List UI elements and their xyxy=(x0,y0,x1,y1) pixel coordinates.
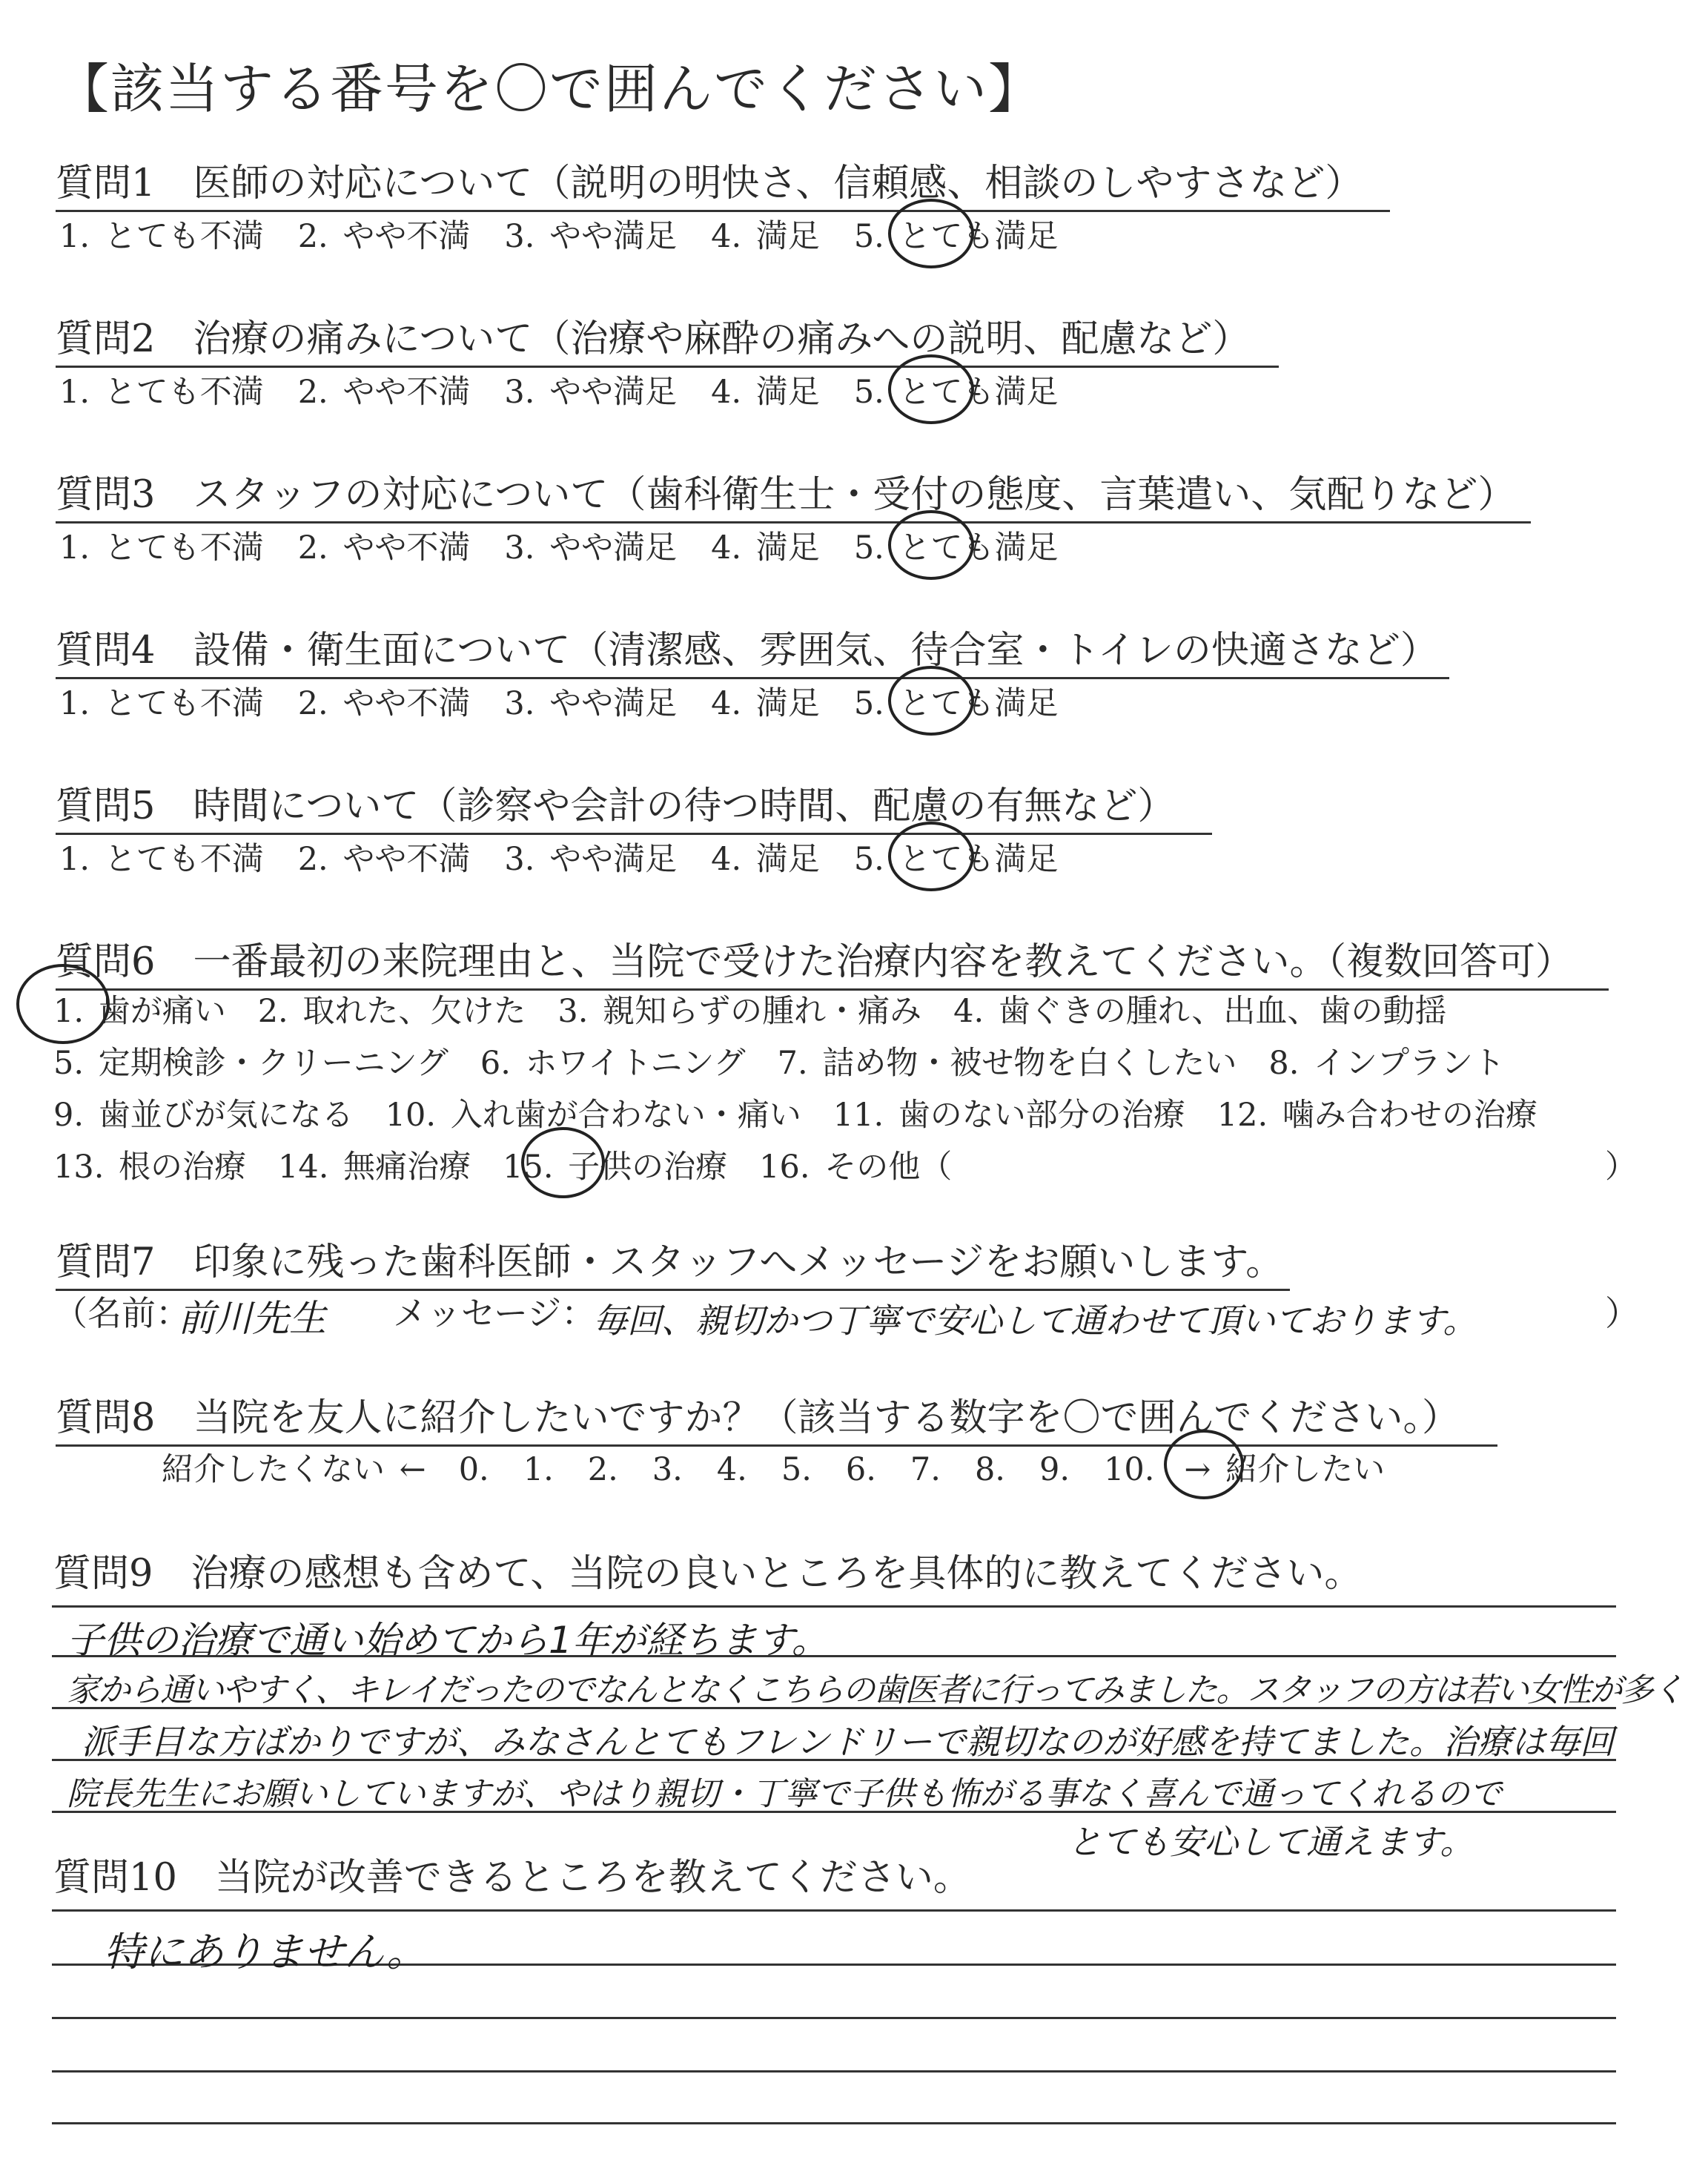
answer-line xyxy=(52,2070,1616,2073)
selection-circle xyxy=(888,510,974,580)
option-1[interactable]: 1. とても不満 xyxy=(59,685,264,722)
name-value[interactable]: 前川先生 xyxy=(178,1297,326,1340)
selection-circle xyxy=(888,199,974,268)
option-3[interactable]: 3. やや満足 xyxy=(504,218,678,255)
answer-line xyxy=(52,2017,1616,2019)
question-7-heading: 質問7 印象に残った歯科医師・スタッフへメッセージをお願いします。 xyxy=(56,1231,1290,1291)
option-5[interactable]: 5. とても満足 xyxy=(853,841,1059,878)
q9-answer-line-4[interactable]: 院長先生にお願いしていますが、やはり親切・丁寧で子供も怖がる事なく喜んで通ってくれるので xyxy=(67,1775,1502,1813)
name-label: （名前： xyxy=(53,1293,190,1333)
question-6-row-3[interactable]: 9. 歯並びが気になる 10. 入れ歯が合わない・痛い 11. 歯のない部分の治療 12. 噛み合わせの治療 xyxy=(53,1097,1537,1134)
question-6-row-1[interactable]: 1. 歯が痛い 2. 取れた、欠けた 3. 親知らずの腫れ・痛み 4. 歯ぐきの腫れ、出血、歯の動揺 xyxy=(53,993,1447,1030)
selection-circle xyxy=(888,354,974,424)
scale-10[interactable]: 10. xyxy=(1104,1451,1155,1488)
left-label: 紹介したくない ← xyxy=(162,1451,426,1488)
question-2-heading: 質問2 治療の痛みについて（治療や麻酔の痛みへの説明、配慮など） xyxy=(56,308,1279,368)
option-4[interactable]: 4. 満足 xyxy=(711,374,820,411)
scale-6[interactable]: 6. xyxy=(845,1451,876,1488)
selection-circle xyxy=(521,1127,605,1198)
option-2[interactable]: 2. やや不満 xyxy=(297,529,471,567)
message-value[interactable]: 毎回、親切かつ丁寧で安心して通わせて頂いております。 xyxy=(593,1301,1477,1341)
scale-8[interactable]: 8. xyxy=(974,1451,1005,1488)
selection-circle xyxy=(888,822,974,891)
option-4[interactable]: 4. 満足 xyxy=(711,841,820,878)
option-5[interactable]: 5. とても満足 xyxy=(853,685,1059,722)
message-close: ） xyxy=(1605,1293,1639,1333)
question-6-heading: 質問6 一番最初の来院理由と、当院で受けた治療内容を教えてください。（複数回答可） xyxy=(56,931,1609,991)
question-9-heading: 質問9 治療の感想も含めて、当院の良いところを具体的に教えてください。 xyxy=(53,1552,1363,1596)
scale-7[interactable]: 7. xyxy=(910,1451,941,1488)
q9-answer-line-2[interactable]: 家から通いやすく、キレイだったのでなんとなくこちらの歯医者に行ってみました。スタッフの方は若い女性が多く xyxy=(67,1671,1684,1709)
option-5[interactable]: 5. とても満足 xyxy=(853,529,1059,567)
option-5[interactable]: 5. とても満足 xyxy=(853,374,1059,411)
answer-line xyxy=(52,1909,1616,1912)
option-4[interactable]: 4. 満足 xyxy=(711,529,820,567)
q9-answer-line-1[interactable]: 子供の治療で通い始めてから1年が経ちます。 xyxy=(67,1619,829,1662)
question-1-heading: 質問1 医師の対応について（説明の明快さ、信頼感、相談のしやすさなど） xyxy=(56,152,1390,212)
option-3[interactable]: 3. やや満足 xyxy=(504,529,678,567)
q9-answer-line-3[interactable]: 派手目な方ばかりですが、みなさんとてもフレンドリーで親切なのが好感を持てました。治療は毎回 xyxy=(82,1722,1615,1762)
scale-9[interactable]: 9. xyxy=(1039,1451,1070,1488)
option-3[interactable]: 3. やや満足 xyxy=(504,841,678,878)
scale-4[interactable]: 4. xyxy=(716,1451,747,1488)
option-1[interactable]: 1. とても不満 xyxy=(59,218,264,255)
question-3-heading: 質問3 スタッフの対応について（歯科衛生士・受付の態度、言葉遣い、気配りなど） xyxy=(56,463,1531,524)
form-title: 【該当する番号を〇で囲んでください】 xyxy=(56,58,1044,120)
scale-2[interactable]: 2. xyxy=(587,1451,618,1488)
question-10-heading: 質問10 当院が改善できるところを教えてください。 xyxy=(53,1856,971,1900)
scale-1[interactable]: 1. xyxy=(523,1451,554,1488)
option-2[interactable]: 2. やや不満 xyxy=(297,685,471,722)
option-2[interactable]: 2. やや不満 xyxy=(297,374,471,411)
selection-circle xyxy=(1164,1430,1244,1499)
answer-line xyxy=(52,1605,1616,1608)
question-8-heading: 質問8 当院を友人に紹介したいですか？（該当する数字を〇で囲んでください。） xyxy=(56,1387,1497,1447)
option-1[interactable]: 1. とても不満 xyxy=(59,529,264,567)
option-2[interactable]: 2. やや不満 xyxy=(297,218,471,255)
right-label: → 紹介したい xyxy=(1184,1451,1386,1488)
q9-answer-line-5[interactable]: とても安心して通えます。 xyxy=(1068,1822,1474,1862)
option-1[interactable]: 1. とても不満 xyxy=(59,841,264,878)
option-3[interactable]: 3. やや満足 xyxy=(504,685,678,722)
scale-0[interactable]: 0. xyxy=(458,1451,489,1488)
answer-line xyxy=(52,2122,1616,2124)
scale-3[interactable]: 3. xyxy=(652,1451,683,1488)
question-6-row-2[interactable]: 5. 定期検診・クリーニング 6. ホワイトニング 7. 詰め物・被せ物を白くしたい 8. インプラント xyxy=(53,1045,1506,1082)
option-3[interactable]: 3. やや満足 xyxy=(504,374,678,411)
question-5-heading: 質問5 時間について（診察や会計の待つ時間、配慮の有無など） xyxy=(56,775,1212,835)
question-4-heading: 質問4 設備・衛生面について（清潔感、雰囲気、待合室・トイレの快適さなど） xyxy=(56,619,1449,679)
option-2[interactable]: 2. やや不満 xyxy=(297,841,471,878)
option-5[interactable]: 5. とても満足 xyxy=(853,218,1059,255)
question-6-row-4-close: ） xyxy=(1605,1149,1637,1186)
option-4[interactable]: 4. 満足 xyxy=(711,218,820,255)
q10-answer[interactable]: 特にありません。 xyxy=(104,1929,427,1975)
scale-5[interactable]: 5. xyxy=(781,1451,812,1488)
selection-circle xyxy=(888,666,974,736)
option-1[interactable]: 1. とても不満 xyxy=(59,374,264,411)
question-6-row-4[interactable]: 13. 根の治療 14. 無痛治療 15. 子供の治療 16. その他（ xyxy=(53,1149,953,1186)
option-4[interactable]: 4. 満足 xyxy=(711,685,820,722)
message-label: メッセージ： xyxy=(393,1293,596,1333)
selection-circle xyxy=(16,964,110,1044)
